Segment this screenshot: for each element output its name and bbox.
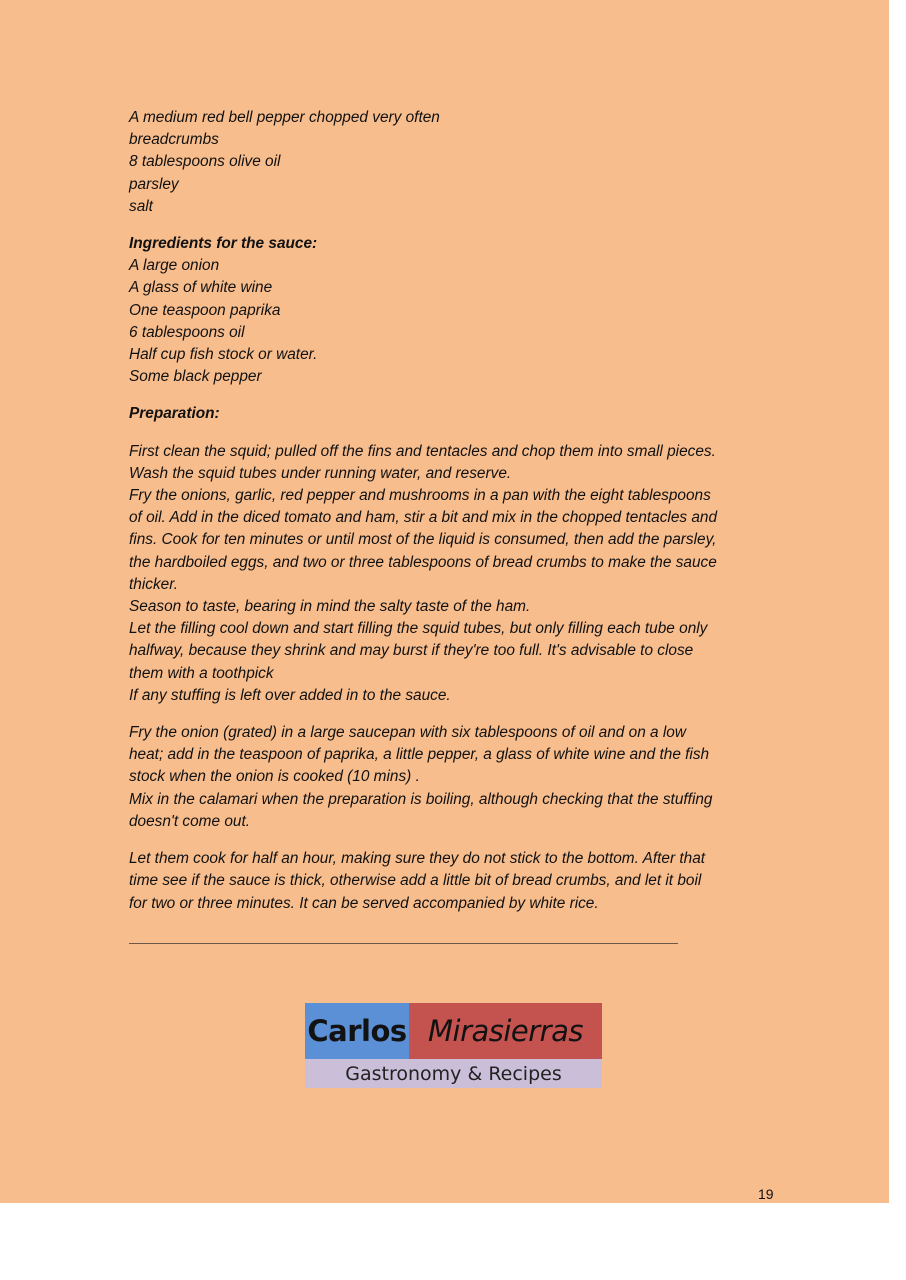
- preparation-paragraph-3: [129, 848, 779, 915]
- ingredients-list: [129, 107, 779, 218]
- sauce-ingredient-line: Half cup fish stock or water.: [129, 346, 318, 364]
- preparation-paragraph-1: [129, 441, 779, 707]
- ingredient-line: salt: [129, 197, 153, 215]
- text-line: of oil. Add in the diced tomato and ham, stir a bit and mix in the chopped tentacles and: [129, 509, 718, 527]
- logo-tagline: Gastronomy & Recipes: [305, 1059, 602, 1088]
- text-line: fins. Cook for ten minutes or until most of the liquid is consumed, then add the parsley,: [129, 531, 717, 549]
- sauce-ingredient-line: One teaspoon paprika: [129, 301, 281, 319]
- logo-last-name: Mirasierras: [409, 1003, 602, 1059]
- logo-name-row: [305, 1003, 602, 1059]
- text-line: time see if the sauce is thick, otherwise add a little bit of bread crumbs, and let it boil: [129, 872, 702, 890]
- text-line: doesn't come out.: [129, 812, 251, 830]
- ingredient-line: A medium red bell pepper chopped very often: [129, 109, 440, 126]
- text-line: heat; add in the teaspoon of paprika, a little pepper, a glass of white wine and the fish: [129, 746, 710, 764]
- text-line: Fry the onions, garlic, red pepper and mushrooms in a pan with the eight tablespoons: [129, 487, 711, 505]
- brand-logo: [305, 1003, 602, 1088]
- ingredient-line: parsley: [129, 175, 179, 193]
- text-line: Let the filling cool down and start filling the squid tubes, but only filling each tube only: [129, 620, 708, 638]
- text-line: halfway, because they shrink and may burst if they're too full. It's advisable to close: [129, 642, 694, 660]
- text-line: them with a toothpick: [129, 664, 274, 682]
- text-line: for two or three minutes. It can be served accompanied by white rice.: [129, 894, 599, 912]
- sauce-ingredients: [129, 233, 779, 388]
- sauce-heading: Ingredients for the sauce:: [129, 235, 318, 253]
- preparation-paragraph-2: [129, 722, 779, 833]
- sauce-ingredient-line: Some black pepper: [129, 368, 262, 386]
- separator-line: [129, 943, 678, 944]
- text-line: Season to taste, bearing in mind the salty taste of the ham.: [129, 598, 531, 616]
- text-line: Mix in the calamari when the preparation is boiling, although checking that the stuffing: [129, 790, 713, 808]
- text-line: thicker.: [129, 575, 179, 593]
- text-line: Fry the onion (grated) in a large saucepan with six tablespoons of oil and on a low: [129, 724, 686, 742]
- preparation-heading-block: [129, 403, 779, 425]
- page-number: 19: [758, 1186, 774, 1202]
- sauce-ingredient-line: A glass of white wine: [129, 279, 273, 297]
- sauce-ingredient-line: 6 tablespoons oil: [129, 323, 245, 341]
- text-line: stock when the onion is cooked (10 mins) .: [129, 768, 420, 786]
- sauce-ingredient-line: A large onion: [129, 257, 220, 275]
- recipe-text: [129, 107, 779, 930]
- text-line: the hardboiled eggs, and two or three tablespoons of bread crumbs to make the sauce: [129, 553, 717, 571]
- ingredient-line: 8 tablespoons olive oil: [129, 153, 281, 171]
- text-line: First clean the squid; pulled off the fins and tentacles and chop them into small pieces.: [129, 442, 716, 460]
- preparation-heading: Preparation:: [129, 405, 220, 423]
- text-line: Wash the squid tubes under running water, and reserve.: [129, 464, 512, 482]
- text-line: If any stuffing is left over added in to the sauce.: [129, 686, 451, 704]
- ingredient-line: breadcrumbs: [129, 131, 219, 149]
- text-line: Let them cook for half an hour, making sure they do not stick to the bottom. After that: [129, 850, 706, 868]
- logo-first-name: Carlos: [305, 1003, 409, 1059]
